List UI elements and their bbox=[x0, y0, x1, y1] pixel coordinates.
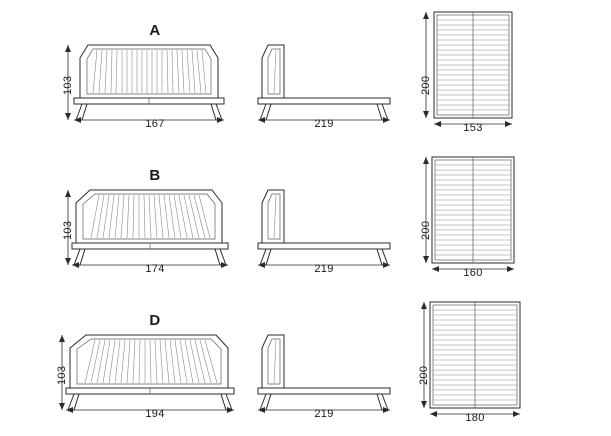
drawing-row bbox=[0, 290, 611, 435]
side-width-dimension: 219 bbox=[314, 118, 334, 130]
side-elevation-view bbox=[250, 0, 410, 145]
plan-view bbox=[412, 145, 602, 290]
plan-depth-dimension: 200 bbox=[418, 365, 430, 385]
side-width-dimension: 219 bbox=[314, 408, 334, 420]
front-height-dimension: 103 bbox=[56, 365, 68, 385]
front-height-dimension: 103 bbox=[62, 75, 74, 95]
front-elevation-view bbox=[60, 0, 250, 145]
plan-view bbox=[412, 0, 602, 145]
drawing-row bbox=[0, 145, 611, 290]
side-elevation-view bbox=[250, 290, 410, 435]
front-width-dimension: 174 bbox=[145, 263, 165, 275]
plan-width-dimension: 160 bbox=[463, 267, 483, 279]
plan-view bbox=[412, 290, 602, 435]
side-width-dimension: 219 bbox=[314, 263, 334, 275]
drawing-row bbox=[0, 0, 611, 145]
front-height-dimension: 103 bbox=[62, 220, 74, 240]
plan-width-dimension: 153 bbox=[463, 122, 483, 134]
front-elevation-view bbox=[60, 145, 250, 290]
plan-depth-dimension: 200 bbox=[420, 220, 432, 240]
front-width-dimension: 194 bbox=[145, 408, 165, 420]
variant-label: D bbox=[149, 312, 161, 329]
side-elevation-view bbox=[250, 145, 410, 290]
variant-label: A bbox=[149, 22, 161, 39]
variant-label: B bbox=[149, 167, 161, 184]
front-elevation-view bbox=[56, 290, 250, 435]
front-width-dimension: 167 bbox=[145, 118, 165, 130]
plan-width-dimension: 180 bbox=[465, 412, 485, 424]
plan-depth-dimension: 200 bbox=[420, 75, 432, 95]
